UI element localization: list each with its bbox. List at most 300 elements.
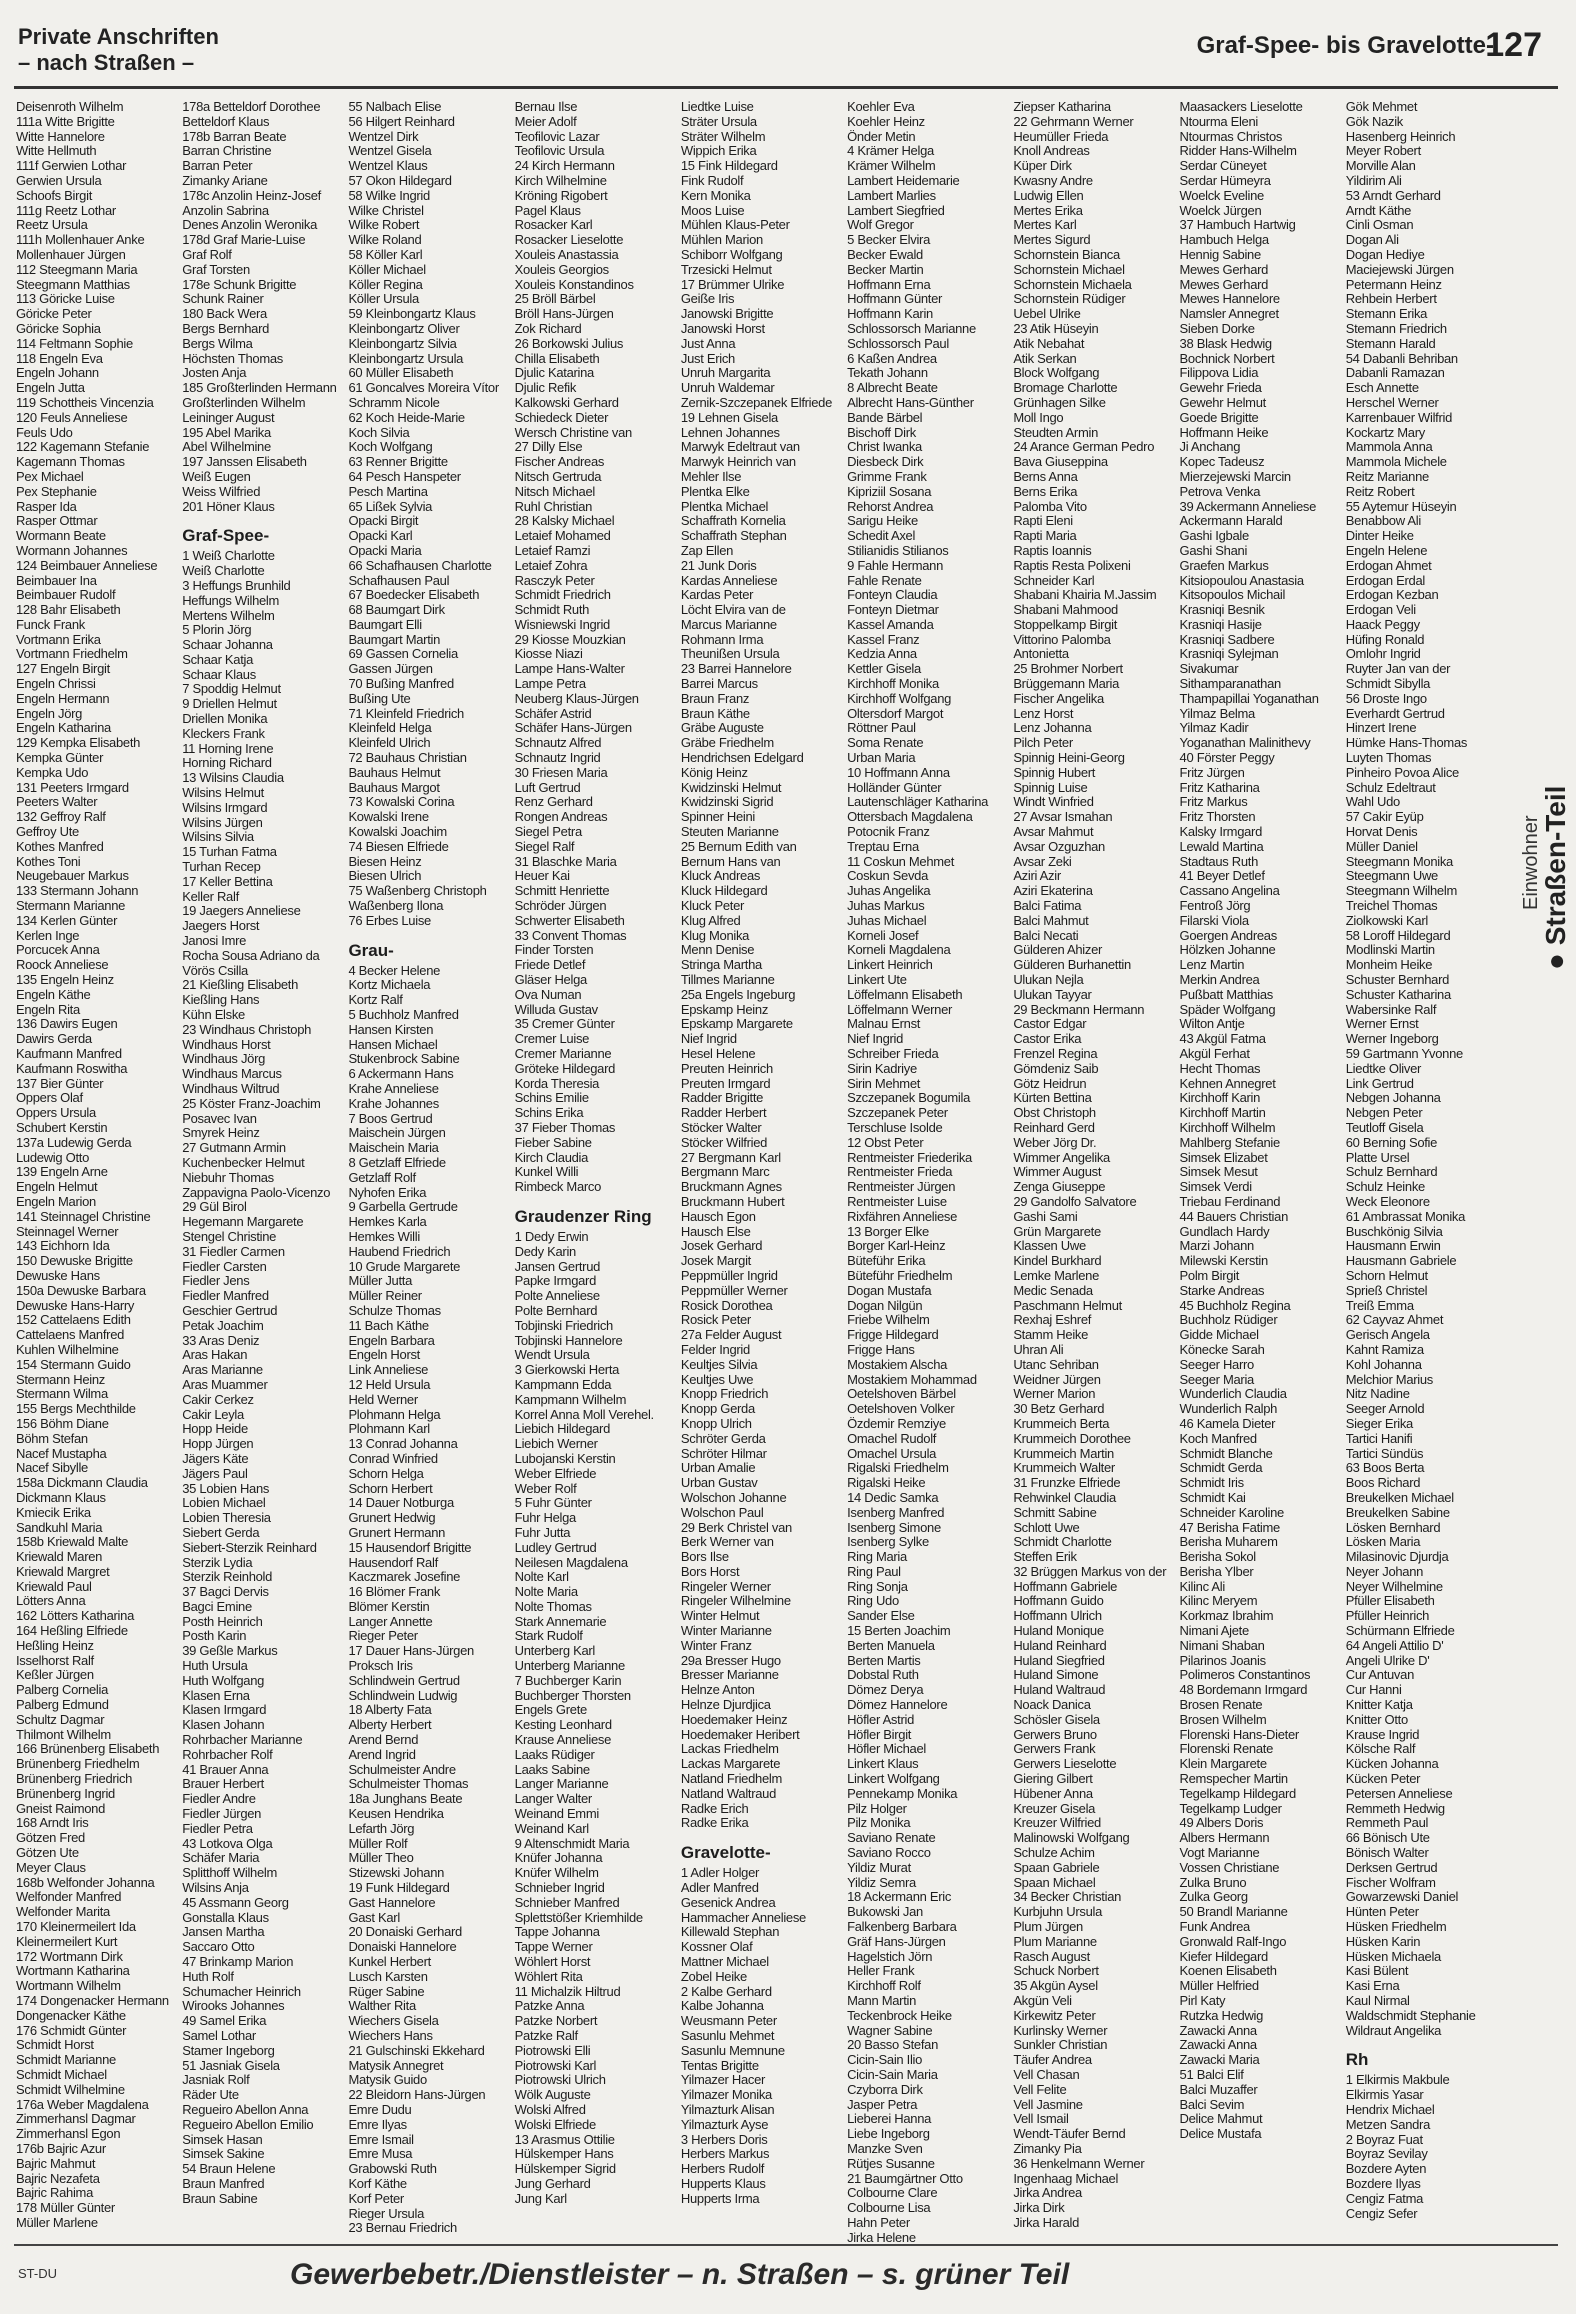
resident-entry: Kleinermeilert Kurt <box>16 1933 118 1949</box>
resident-entry: Filarski Viola <box>1179 912 1249 928</box>
resident-entry: Colbourne Clare <box>847 2185 938 2201</box>
resident-entry: Fritz Markus <box>1179 794 1248 810</box>
resident-entry: Wunderlich Ralph <box>1179 1401 1278 1417</box>
resident-entry: Keller Ralf <box>182 888 239 904</box>
resident-entry: 124 Beimbauer Anneliese <box>16 557 158 573</box>
resident-entry: Rieger Ursula <box>348 2205 425 2221</box>
resident-entry: Schaar Johanna <box>182 637 273 653</box>
resident-entry: Wentzel Gisela <box>348 143 432 159</box>
resident-entry: Witte Hellmuth <box>16 143 97 159</box>
resident-entry: Keultjes Silvia <box>680 1356 758 1372</box>
resident-entry: Piotrowski Karl <box>514 2057 597 2073</box>
resident-entry: 178b Barran Beate <box>182 128 287 144</box>
resident-entry: Donaiski Hannelore <box>348 1939 457 1955</box>
resident-entry: Kitsopoulos Michail <box>1179 587 1286 603</box>
resident-entry: Gülderen Ahizer <box>1013 942 1103 958</box>
resident-entry: 154 Stermann Guido <box>16 1356 131 1372</box>
resident-entry: Bergs Wilma <box>182 335 253 351</box>
resident-entry: Yilmazturk Ayse <box>680 2116 769 2132</box>
resident-entry: Neuberg Klaus-Jürgen <box>514 690 639 706</box>
resident-entry: Opacki Karl <box>348 528 413 544</box>
resident-entry: Schäfer Maria <box>182 1850 260 1866</box>
resident-entry: Gräf Hans-Jürgen <box>847 1933 946 1949</box>
resident-entry: Keultjes Uwe <box>680 1371 754 1387</box>
resident-entry: Laaks Rüdiger <box>514 1746 595 1762</box>
resident-entry: Rentmeister Luise <box>847 1193 947 1209</box>
resident-entry: Tillmes Marianne <box>680 972 775 988</box>
resident-entry: Rasczyk Peter <box>514 572 595 588</box>
resident-entry: Cinli Osman <box>1345 217 1414 233</box>
resident-entry: Bauhaus Helmut <box>348 764 441 780</box>
resident-entry: Sprieß Christel <box>1345 1282 1428 1298</box>
resident-entry: Diesbeck Dirk <box>847 454 924 470</box>
resident-entry: Brosen Wilhelm <box>1179 1711 1267 1727</box>
resident-entry: 30 Friesen Maria <box>514 764 608 780</box>
resident-entry: Schmidt Ruth <box>514 602 590 618</box>
resident-entry: Winter Helmut <box>680 1608 760 1624</box>
resident-entry: Kriewald Paul <box>16 1578 92 1594</box>
resident-entry: Krasniqi Sylejman <box>1179 646 1279 662</box>
resident-entry: 178 Müller Günter <box>16 2200 115 2216</box>
resident-entry: Baumgart Elli <box>348 616 422 632</box>
resident-entry: Berns Erika <box>1013 483 1078 499</box>
resident-entry: Lenz Johanna <box>1013 720 1092 736</box>
resident-entry: Saviano Renate <box>847 1830 936 1846</box>
resident-entry: 57 Cakir Eyüp <box>1345 809 1424 825</box>
resident-entry: Ottersbach Magdalena <box>847 809 973 825</box>
resident-entry: Lobien Michael <box>182 1495 266 1511</box>
resident-entry: Piotrowski Elli <box>514 2042 591 2058</box>
resident-entry: Plohmann Karl <box>348 1421 430 1437</box>
resident-entry: Ringeler Wilhelmine <box>680 1593 791 1609</box>
resident-entry: Liebich Hildegard <box>514 1421 611 1437</box>
resident-entry: 1 Weiß Charlotte <box>182 548 275 564</box>
resident-entry: Wimmer Angelika <box>1013 1149 1110 1165</box>
resident-entry: Spinner Heini <box>680 809 756 825</box>
resident-entry: Rocha Sousa Adriano da <box>182 947 320 963</box>
resident-entry: 197 Janssen Elisabeth <box>182 454 307 470</box>
resident-entry: Graefen Markus <box>1179 557 1269 573</box>
resident-entry: Borger Karl-Heinz <box>847 1238 946 1254</box>
resident-entry: Braun Manfred <box>182 2175 265 2191</box>
resident-entry: Schulz Heinke <box>1345 1179 1425 1195</box>
resident-entry: Huland Waltraud <box>1013 1682 1106 1698</box>
resident-entry: Rapti Eleni <box>1013 513 1073 529</box>
resident-entry: Gräbe Friedhelm <box>680 735 774 751</box>
resident-entry: Jasniak Rolf <box>182 2072 250 2088</box>
resident-entry: Dobstal Ruth <box>847 1667 919 1683</box>
resident-entry: 23 Bernau Friedrich <box>348 2220 457 2236</box>
resident-entry: Schramm Nicole <box>348 394 440 410</box>
resident-entry: Vogt Marianne <box>1179 1845 1260 1861</box>
resident-entry: Zobel Heike <box>680 1968 747 1984</box>
resident-entry: 143 Eichhorn Ida <box>16 1238 110 1254</box>
resident-entry: 29a Bresser Hugo <box>680 1652 781 1668</box>
resident-entry: Nebgen Johanna <box>1345 1090 1441 1106</box>
resident-entry: Engeln Hermann <box>16 690 110 706</box>
resident-entry: 35 Lobien Hans <box>182 1480 270 1496</box>
resident-entry: 24 Kirch Hermann <box>514 158 615 174</box>
side-tab-section: ● Straßen-Teil <box>1540 785 1571 970</box>
resident-entry: Berisha Sokol <box>1179 1549 1256 1565</box>
resident-entry: 1 Dedy Erwin <box>514 1228 589 1244</box>
resident-entry: Lötters Anna <box>16 1593 86 1609</box>
resident-entry: Stark Rudolf <box>514 1628 583 1644</box>
resident-entry: Smyrek Heinz <box>182 1125 260 1141</box>
resident-entry: 9 Garbella Gertrude <box>348 1199 458 1215</box>
resident-entry: Becker Ewald <box>847 246 923 262</box>
resident-entry: Rongen Andreas <box>514 809 608 825</box>
resident-entry: Namsler Annegret <box>1179 306 1279 322</box>
resident-entry: Schins Emilie <box>514 1090 589 1106</box>
resident-entry: Schorn Helga <box>348 1465 424 1481</box>
resident-entry: Feuls Udo <box>16 424 73 440</box>
resident-entry: Felder Ingrid <box>680 1341 750 1357</box>
resident-entry: Knopp Ulrich <box>680 1415 752 1431</box>
resident-entry: Splettstößer Kriemhilde <box>514 1909 643 1925</box>
resident-entry: Schaar Katja <box>182 651 254 667</box>
resident-entry: Lusch Karsten <box>348 1968 428 1984</box>
resident-entry: Avsar Zeki <box>1013 853 1072 869</box>
resident-entry: Korneli Magdalena <box>847 942 951 958</box>
resident-entry: Dongenacker Käthe <box>16 2007 126 2023</box>
resident-entry: Fuhr Helga <box>514 1510 576 1526</box>
resident-entry: Neilesen Magdalena <box>514 1554 628 1570</box>
resident-entry: Vell Jasmine <box>1013 2096 1083 2112</box>
resident-entry: 22 Gehrmann Werner <box>1013 113 1134 129</box>
resident-entry: Vell Felite <box>1013 2081 1067 2097</box>
resident-entry: Janosi Imre <box>182 933 247 949</box>
resident-entry: Siebert Gerda <box>182 1524 260 1540</box>
resident-entry: Stöcker Walter <box>680 1119 762 1135</box>
resident-entry: Kaufmann Roswitha <box>16 1060 128 1076</box>
resident-entry: Müller Reiner <box>348 1288 422 1304</box>
resident-entry: Grünhagen Silke <box>1013 394 1106 410</box>
resident-entry: 134 Kerlen Günter <box>16 912 118 928</box>
resident-entry: Tappe Johanna <box>514 1924 600 1940</box>
resident-entry: Berk Werner van <box>680 1534 774 1550</box>
resident-entry: Petermann Heinz <box>1345 276 1442 292</box>
side-tab-label: Einwohner <box>1520 815 1542 910</box>
resident-entry: Mostakiem Alscha <box>847 1356 948 1372</box>
resident-entry: Hopp Heide <box>182 1421 248 1437</box>
resident-entry: Mewes Hannelore <box>1179 291 1280 307</box>
resident-entry: Schmidt Marianne <box>16 2052 116 2068</box>
resident-entry: Gök Mehmet <box>1345 99 1418 114</box>
resident-entry: Renz Gerhard <box>514 794 593 810</box>
resident-entry: 7 Buchberger Karin <box>514 1672 622 1688</box>
resident-entry: Sander Else <box>847 1608 915 1624</box>
resident-entry: Mollenhauer Jürgen <box>16 246 126 262</box>
resident-entry: 20 Basso Stefan <box>847 2037 938 2053</box>
resident-entry: Kothes Toni <box>16 853 81 869</box>
resident-entry: Korkmaz Ibrahim <box>1179 1608 1274 1624</box>
resident-entry: 13 Conrad Johanna <box>348 1436 458 1452</box>
resident-entry: Schafhausen Paul <box>348 572 450 588</box>
resident-entry: Erdogan Veli <box>1345 602 1416 618</box>
resident-entry: Omachel Ursula <box>847 1445 937 1461</box>
resident-entry: Klug Monika <box>680 927 750 943</box>
resident-entry: Pinheiro Povoa Alice <box>1345 764 1459 780</box>
resident-entry: Schmidt Wilhelmine <box>16 2081 125 2097</box>
resident-entry: Nimani Ajete <box>1179 1623 1249 1639</box>
resident-entry: Weiss Wilfried <box>182 483 261 499</box>
resident-entry: Radder Brigitte <box>680 1090 764 1106</box>
resident-entry: Küper Dirk <box>1013 158 1072 174</box>
resident-entry: 118 Engeln Eva <box>16 350 103 366</box>
resident-entry: Hausmann Gabriele <box>1345 1253 1457 1269</box>
resident-entry: Janowski Horst <box>680 320 765 336</box>
resident-entry: Proksch Iris <box>348 1658 413 1674</box>
resident-entry: Korf Käthe <box>348 2175 407 2191</box>
resident-entry: Serdar Hümeyra <box>1179 172 1271 188</box>
directory-column-6 <box>847 99 1009 2245</box>
resident-entry: Mammola Michele <box>1345 454 1447 470</box>
resident-entry: Korf Peter <box>348 2190 404 2206</box>
resident-entry: Grunert Hermann <box>348 1524 446 1540</box>
resident-entry: Hemkes Karla <box>348 1214 427 1230</box>
resident-entry: Frigge Hildegard <box>847 1327 939 1343</box>
resident-entry: Gerwers Frank <box>1013 1741 1096 1757</box>
resident-entry: Zernik-Szczepanek Elfriede <box>680 394 833 410</box>
resident-entry: Marcus Marianne <box>680 616 777 632</box>
resident-entry: Schaar Klaus <box>182 666 256 682</box>
resident-entry: Ridder Hans-Wilhelm <box>1179 143 1297 159</box>
resident-entry: Nebgen Peter <box>1345 1105 1423 1121</box>
resident-entry: Kurlinsky Werner <box>1013 2022 1108 2038</box>
resident-entry: Kirchhoff Monika <box>847 676 939 692</box>
resident-entry: Jägers Paul <box>182 1465 248 1481</box>
resident-entry: 6 Kaßen Andrea <box>847 350 937 366</box>
resident-entry: Mühlen Marion <box>680 232 763 248</box>
resident-entry: Böhm Stefan <box>16 1430 88 1446</box>
resident-entry: Wildraut Angelika <box>1345 2022 1442 2038</box>
resident-entry: Lambert Siegfried <box>847 202 945 218</box>
resident-entry: Maasackers Lieselotte <box>1179 99 1303 114</box>
resident-entry: Kerlen Inge <box>16 927 80 943</box>
resident-entry: 9 Altenschmidt Maria <box>514 1835 630 1851</box>
resident-entry: 176b Bajric Azur <box>16 2140 106 2156</box>
resident-entry: Ziepser Katharina <box>1013 99 1111 114</box>
resident-entry: 38 Blask Hedwig <box>1179 335 1272 351</box>
resident-entry: Djulic Katarina <box>514 365 594 381</box>
resident-entry: Teofilovic Lazar <box>514 128 600 144</box>
resident-entry: Langer Walter <box>514 1791 592 1807</box>
resident-entry: Kaufmann Manfred <box>16 1046 122 1061</box>
resident-entry: Jirka Andrea <box>1013 2185 1082 2201</box>
resident-entry: 25 Köster Franz-Joachim <box>182 1095 321 1111</box>
resident-entry: Kaczmarek Josefine <box>348 1569 461 1585</box>
resident-entry: Epskamp Margarete <box>680 1016 793 1032</box>
resident-entry: 23 Windhaus Christoph <box>182 1021 312 1037</box>
resident-entry: Gashi Sami <box>1013 1208 1078 1224</box>
resident-entry: Killewald Stephan <box>680 1924 780 1940</box>
resident-entry: Funk Andrea <box>1179 1919 1250 1935</box>
resident-entry: 111h Mollenhauer Anke <box>16 232 145 248</box>
resident-entry: Aziri Azir <box>1013 868 1061 884</box>
resident-entry: Gashi Shani <box>1179 542 1248 558</box>
resident-entry: Peppmüller Ingrid <box>680 1267 778 1283</box>
resident-entry: Vörös Csilla <box>182 962 248 978</box>
resident-entry: Kalsky Irmgard <box>1179 824 1263 840</box>
resident-entry: Schaffrath Kornelia <box>680 513 786 529</box>
resident-entry: Ring Sonja <box>847 1578 908 1594</box>
resident-entry: Löffelmann Werner <box>847 1001 953 1017</box>
resident-entry: Triebau Ferdinand <box>1179 1193 1281 1209</box>
resident-entry: Kehnen Annegret <box>1179 1075 1276 1091</box>
resident-entry: Huth Wolfgang <box>182 1672 265 1688</box>
resident-entry: Florenski Renate <box>1179 1741 1273 1757</box>
directory-column-3 <box>348 100 510 2238</box>
resident-entry: 21 Kießling Elisabeth <box>182 977 299 993</box>
resident-entry: Radder Herbert <box>680 1105 767 1121</box>
resident-entry: 43 Lotkova Olga <box>182 1835 273 1851</box>
resident-entry: 37 Bagci Dervis <box>182 1584 269 1600</box>
resident-entry: Schmitt Sabine <box>1013 1504 1097 1520</box>
resident-entry: Brosen Renate <box>1179 1697 1263 1713</box>
resident-entry: Zulka Georg <box>1179 1889 1248 1905</box>
resident-entry: Wisniewski Ingrid <box>514 616 610 632</box>
resident-entry: Bischoff Dirk <box>847 424 916 440</box>
resident-entry: Berns Anna <box>1013 468 1078 484</box>
resident-entry: Pex Stephanie <box>16 483 97 499</box>
resident-entry: Kalkowski Gerhard <box>514 394 619 410</box>
resident-entry: Josek Margit <box>680 1253 751 1269</box>
resident-entry: Sterzik Lydia <box>182 1554 253 1570</box>
resident-entry: Yilmazer Hacer <box>680 2072 766 2088</box>
resident-entry: Emre Musa <box>348 2146 413 2162</box>
resident-entry: 201 Höner Klaus <box>182 498 275 514</box>
resident-entry: Zawacki Anna <box>1179 2037 1257 2053</box>
resident-entry: Schmidt Charlotte <box>1013 1534 1112 1550</box>
resident-entry: 2 Boyraz Fuat <box>1345 2131 1423 2147</box>
resident-entry: 13 Borger Elke <box>847 1223 929 1239</box>
resident-entry: Posavec Ivan <box>182 1110 257 1126</box>
resident-entry: Brünenberg Ingrid <box>16 1785 115 1801</box>
directory-column-8 <box>1180 100 1342 2238</box>
resident-entry: Schröder Jürgen <box>514 898 607 914</box>
resident-entry: 26 Borkowski Julius <box>514 335 624 351</box>
resident-entry: Gülderen Burhanettin <box>1013 957 1131 973</box>
resident-entry: Mewes Gerhard <box>1179 276 1269 292</box>
resident-entry: 53 Arndt Gerhard <box>1345 187 1441 203</box>
resident-entry: 70 Bußing Manfred <box>348 676 454 692</box>
resident-entry: Wersch Christine van <box>514 424 632 440</box>
resident-entry: Engeln Rita <box>16 1001 80 1017</box>
resident-entry: 51 Balci Elif <box>1179 2066 1244 2082</box>
resident-entry: Nolte Maria <box>514 1584 578 1600</box>
resident-entry: Kempka Udo <box>16 764 89 780</box>
resident-entry: Linkert Wolfgang <box>847 1771 940 1787</box>
resident-entry: Kmiecik Erika <box>16 1504 91 1520</box>
resident-entry: Schlindwein Gertrud <box>348 1672 460 1688</box>
resident-entry: 5 Fuhr Günter <box>514 1495 592 1511</box>
resident-entry: Krummeich Martin <box>1013 1445 1114 1461</box>
resident-entry: 21 Junk Doris <box>680 557 757 573</box>
resident-entry: Zap Ellen <box>680 542 734 558</box>
resident-entry: Kirkewitz Peter <box>1013 2007 1096 2023</box>
resident-entry: Biesen Ulrich <box>348 868 422 884</box>
resident-entry: Braun Sabine <box>182 2190 258 2206</box>
resident-entry: Krummeich Berta <box>1013 1415 1110 1431</box>
resident-entry: Ruhl Christian <box>514 498 593 514</box>
directory-column-1 <box>16 100 178 2238</box>
resident-entry: Samel Lothar <box>182 2028 256 2043</box>
resident-entry: Metzen Sandra <box>1345 2116 1431 2132</box>
resident-entry: Gerwien Ursula <box>16 172 102 188</box>
resident-entry: 30 Betz Gerhard <box>1013 1401 1105 1417</box>
resident-entry: Weiß Charlotte <box>182 563 265 579</box>
resident-entry: Balci Necati <box>1013 927 1079 943</box>
resident-entry: Shabani Khairia M.Jassim <box>1013 587 1157 603</box>
resident-entry: Schornstein Michael <box>1013 261 1125 277</box>
resident-entry: Woelck Eveline <box>1179 187 1264 203</box>
resident-entry: Dömez Derya <box>847 1682 924 1698</box>
resident-entry: Keßler Jürgen <box>16 1667 94 1683</box>
resident-entry: Stermann Wilma <box>16 1386 108 1402</box>
resident-entry: Gowarzewski Daniel <box>1345 1889 1459 1905</box>
footer-code: ST-DU <box>18 2266 57 2281</box>
resident-entry: 76 Erbes Luise <box>348 912 431 928</box>
resident-entry: Stermann Heinz <box>16 1371 106 1387</box>
resident-entry: Yilmazturk Alisan <box>680 2101 775 2117</box>
resident-entry: Beimbauer Ina <box>16 572 97 588</box>
resident-entry: Gläser Helga <box>514 972 587 988</box>
resident-entry: Mühlen Klaus-Peter <box>680 217 790 233</box>
resident-entry: Weiß Eugen <box>182 468 251 484</box>
resident-entry: Berten Martis <box>847 1652 921 1668</box>
resident-entry: Szczepanek Peter <box>847 1105 948 1121</box>
resident-entry: Hüfing Ronald <box>1345 631 1425 647</box>
resident-entry: Rapti Maria <box>1013 528 1077 544</box>
resident-entry: Milewski Kerstin <box>1179 1253 1268 1269</box>
resident-entry: Pex Michael <box>16 468 84 484</box>
resident-entry: 39 Geßle Markus <box>182 1643 278 1659</box>
resident-entry: Kreuzer Wilfried <box>1013 1815 1101 1831</box>
resident-entry: Schlindwein Ludwig <box>348 1687 458 1703</box>
resident-entry: Huland Siegfried <box>1013 1652 1105 1668</box>
resident-entry: Bagci Emine <box>182 1598 252 1614</box>
resident-entry: Finder Torsten <box>514 942 594 958</box>
resident-entry: Kleckers Frank <box>182 725 265 741</box>
resident-entry: Müller Theo <box>348 1850 414 1866</box>
resident-entry: Kaul Nirmal <box>1345 1993 1410 2008</box>
directory-column-2 <box>182 100 344 2238</box>
resident-entry: Malinowski Wolfgang <box>1013 1830 1130 1846</box>
resident-entry: Koehler Heinz <box>847 113 925 129</box>
resident-entry: Tobjinski Friedrich <box>514 1317 613 1333</box>
resident-entry: Krummeich Walter <box>1013 1460 1115 1476</box>
resident-entry: Hausch Egon <box>680 1208 756 1224</box>
resident-entry: 60 Müller Elisabeth <box>348 365 454 381</box>
resident-entry: 129 Kempka Elisabeth <box>16 735 141 751</box>
resident-entry: Kilinc Ali <box>1179 1578 1225 1594</box>
resident-entry: 56 Droste Ingo <box>1345 690 1427 706</box>
resident-entry: Pfüller Elisabeth <box>1345 1593 1435 1609</box>
resident-entry: Saccaro Otto <box>182 1939 255 1955</box>
resident-entry: Röttner Paul <box>847 720 916 736</box>
resident-entry: 27 Bergmann Karl <box>680 1149 781 1165</box>
resident-entry: Schunk Rainer <box>182 291 264 307</box>
resident-entry: Hoffmann Karin <box>847 306 933 322</box>
resident-entry: Fonteyn Dietmar <box>847 602 939 618</box>
resident-entry: Nyhofen Erika <box>348 1184 427 1200</box>
resident-entry: 29 Berk Christel van <box>680 1519 792 1535</box>
resident-entry: Balci Muzaffer <box>1179 2081 1258 2097</box>
resident-entry: Kirchhoff Wilhelm <box>1179 1119 1276 1135</box>
resident-entry: Kleinfeld Helga <box>348 720 432 736</box>
resident-entry: 11 Bach Käthe <box>348 1317 429 1333</box>
